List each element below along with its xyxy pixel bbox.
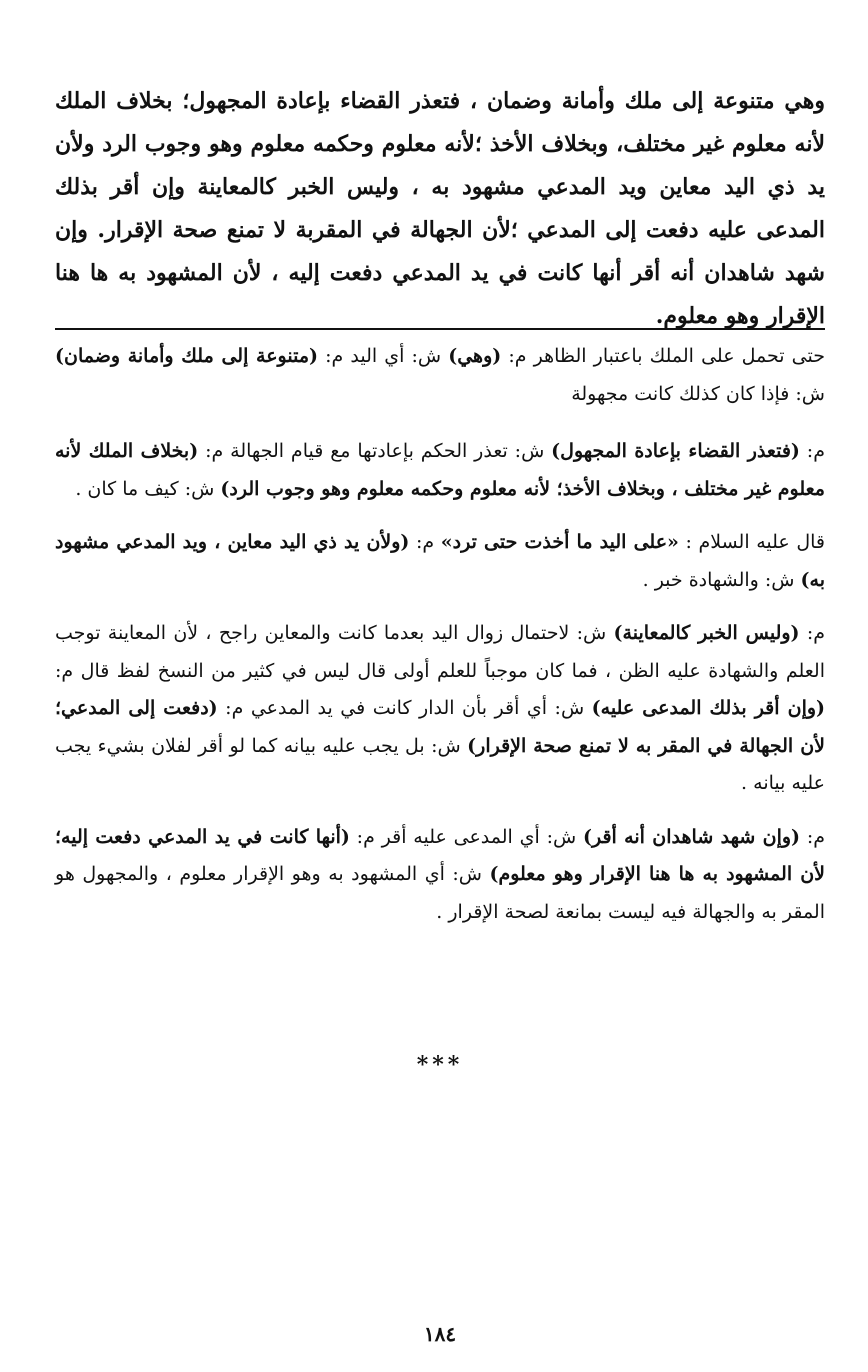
page-number: ١٨٤ [423, 1322, 457, 1346]
section-separator-stars: *** [416, 1052, 464, 1078]
quoted-matn-text: (وليس الخبر كالمعاينة) [613, 622, 800, 644]
commentary-text: ش: فإذا كان كذلك كانت مجهولة [571, 382, 825, 405]
commentary-text: ش: بل يجب عليه بيانه كما لو أقر لفلان بشيء يجب عليه بيانه . [55, 734, 825, 794]
quoted-matn-text: (دفعت إلى المدعي؛ لأن الجهالة في المقر به لا تمنع صحة الإقرار) [55, 697, 825, 757]
main-text-paragraph: وهي متنوعة إلى ملك وأمانة وضمان ، فتعذر القضاء بإعادة المجهول؛ بخلاف الملك لأنه معلوم غير مختلف، وبخلاف الأخذ ؛لأنه معلوم وحكمه معلوم وهو وجوب الرد ولأن يد ذي اليد معاين ويد المدعي مشهود به ، وليس الخبر كالمعاينة وإن أقر بذلك المدعى عليه دفعت إلى المدعي ؛لأن الجهالة في المقربة لا تمنع صحة الإقرار. وإن شهد شاهدان أنه أقر أنها كانت في يد المدعي دفعت إليه ، لأن المشهود به ها هنا الإقرار وهو معلوم. [55, 88, 825, 329]
commentary-text: ش: أي المشهود به وهو الإقرار معلوم ، والمجهول هو المقر به والجهالة فيه ليست بمانعة لصحة الإقرار . [55, 863, 825, 923]
commentary-paragraph [55, 819, 825, 932]
commentary-text: م: [799, 622, 825, 644]
commentary-text: ش: أي المدعى عليه أقر م: [349, 825, 583, 848]
commentary-text: ش: كيف ما كان . [75, 477, 221, 500]
book-page [55, 0, 825, 1372]
quoted-matn-text: (وإن أقر بذلك المدعى عليه) [591, 697, 826, 719]
quoted-matn-text: (وإن شهد شاهدان أنه أقر) [582, 825, 801, 848]
commentary-text: ش: أي اليد م: [318, 345, 449, 367]
quoted-matn-text: (وهي) [448, 345, 502, 367]
commentary-text: ش: أي أقر بأن الدار كانت في يد المدعي م: [217, 697, 592, 719]
commentary-text: م: [409, 531, 441, 553]
commentary-section [55, 338, 825, 947]
commentary-text: م: [800, 825, 825, 848]
footnote-divider [55, 328, 825, 330]
commentary-text: ش: تعذر الحكم بإعادتها مع قيام الجهالة م: [198, 440, 552, 462]
quoted-matn-text: (بخلاف الملك لأنه معلوم غير مختلف ، وبخلاف الأخذ؛ لأنه معلوم وحكمه معلوم وهو وجوب الرد) [55, 440, 825, 500]
commentary-text: م: [799, 440, 825, 462]
commentary-paragraph [55, 433, 825, 508]
quoted-matn-text: (فتعذر القضاء بإعادة المجهول) [551, 440, 800, 462]
quoted-matn-text: «على اليد ما أخذت حتى ترد» [440, 531, 679, 553]
quoted-matn-text: (متنوعة إلى ملك وأمانة وضمان) [55, 345, 318, 367]
commentary-text: قال عليه السلام : [678, 531, 826, 553]
commentary-paragraph [55, 338, 825, 413]
commentary-text: حتى تحمل على الملك باعتبار الظاهر م: [501, 345, 825, 367]
quoted-matn-text: (ولأن يد ذي اليد معاين ، ويد المدعي مشهود به) [55, 531, 825, 591]
commentary-paragraph [55, 615, 825, 803]
commentary-text: ش: والشهادة خبر . [642, 568, 801, 591]
commentary-paragraph [55, 524, 825, 599]
commentary-text: ش: لاحتمال زوال اليد بعدما كانت والمعاين راجح ، لأن المعاينة توجب العلم والشهادة عليه الظن ، فما كان موجباً للعلم أولى قال ليس في كثير من النسخ لفظ قال م: [55, 622, 825, 682]
quoted-matn-text: (أنها كانت في يد المدعي دفعت إليه؛لأن المشهود به ها هنا الإقرار وهو معلوم) [55, 825, 825, 885]
